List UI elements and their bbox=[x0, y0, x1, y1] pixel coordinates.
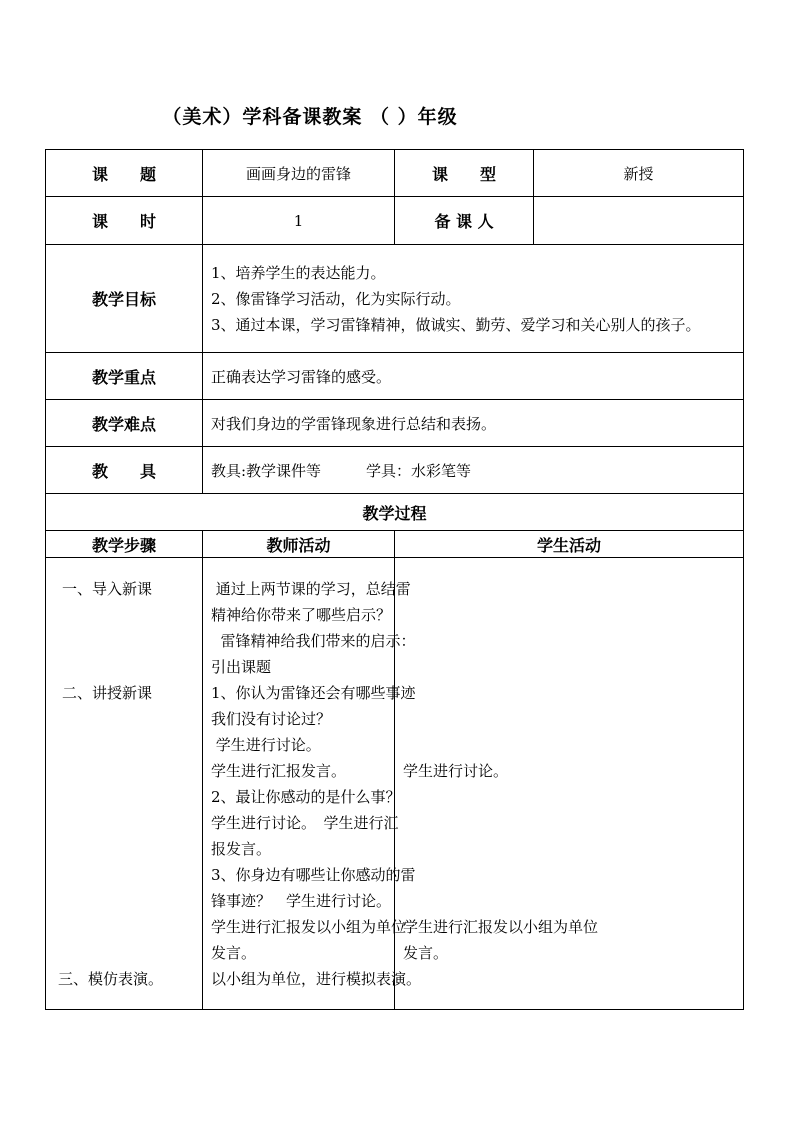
teacher-line: 雷锋精神给我们带来的启示： bbox=[211, 631, 416, 650]
row-process-content bbox=[46, 558, 744, 1010]
col-header-steps: 教学步骤 bbox=[46, 531, 203, 558]
page-title: （美术）学科备课教案 （ ）年级 bbox=[162, 106, 458, 128]
teacher-line: 2、最让你感动的是什么事？ bbox=[211, 787, 401, 806]
goal-item: 1、培养学生的表达能力。 bbox=[211, 263, 386, 282]
type-label: 课 型 bbox=[395, 150, 534, 197]
teacher-line: 学生进行汇报发言。 bbox=[211, 761, 347, 780]
step-item: 三、模仿表演。 bbox=[58, 969, 164, 988]
preparer-label: 备 课 人 bbox=[395, 197, 534, 245]
teacher-line: 学生进行汇报发以小组为单位 bbox=[211, 917, 407, 936]
row-topic bbox=[46, 150, 744, 197]
row-process-headers bbox=[46, 531, 744, 558]
goal-item: 3、通过本课，学习雷锋精神，做诚实、勤劳、爱学习和关心别人的孩子。 bbox=[211, 315, 701, 334]
teacher-line: 通过上两节课的学习，总结雷 bbox=[211, 579, 411, 598]
teacher-activity-cell bbox=[203, 558, 422, 1010]
key-point-label: 教学重点 bbox=[46, 353, 203, 400]
row-goals bbox=[46, 245, 744, 353]
row-tools bbox=[46, 447, 744, 494]
hours-value: 1 bbox=[203, 197, 395, 245]
tools-label: 教 具 bbox=[46, 447, 203, 494]
student-activity-cell bbox=[395, 558, 744, 1010]
student-line: 发言。 bbox=[403, 943, 449, 962]
steps-cell bbox=[46, 558, 203, 1010]
teacher-line: 精神给你带来了哪些启示？ bbox=[211, 605, 392, 624]
teacher-line: 学生进行讨论。 学生进行汇 bbox=[211, 813, 399, 832]
goals-list bbox=[203, 245, 744, 353]
row-key-point bbox=[46, 353, 744, 400]
row-hours bbox=[46, 197, 744, 245]
goal-item: 2、像雷锋学习活动，化为实际行动。 bbox=[211, 289, 461, 308]
teacher-line: 我们没有讨论过？ bbox=[211, 709, 332, 728]
type-value: 新授 bbox=[534, 150, 744, 197]
teacher-line: 以小组为单位，进行模拟表演。 bbox=[211, 969, 422, 988]
col-header-student: 学生活动 bbox=[395, 531, 744, 558]
key-point-value: 正确表达学习雷锋的感受。 bbox=[203, 353, 744, 400]
teacher-line: 发言。 bbox=[211, 943, 257, 962]
difficulty-label: 教学难点 bbox=[46, 400, 203, 447]
topic-label: 课 题 bbox=[46, 150, 203, 197]
teacher-line: 3、你身边有哪些让你感动的雷 bbox=[211, 865, 416, 884]
step-item: 二、讲授新课 bbox=[62, 683, 153, 702]
tools-value: 教具:教学课件等 学具：水彩笔等 bbox=[203, 447, 744, 494]
student-line: 学生进行汇报发以小组为单位 bbox=[403, 917, 599, 936]
row-process-title bbox=[46, 494, 744, 531]
teacher-line: 报发言。 bbox=[211, 839, 272, 858]
topic-value: 画画身边的雷锋 bbox=[203, 150, 395, 197]
preparer-value bbox=[534, 197, 744, 245]
student-line: 学生进行讨论。 bbox=[403, 761, 509, 780]
teacher-line: 锋事迹？ 学生进行讨论。 bbox=[211, 891, 392, 910]
teacher-line: 学生进行讨论。 bbox=[211, 735, 321, 754]
col-header-teacher: 教师活动 bbox=[203, 531, 395, 558]
row-difficulty bbox=[46, 400, 744, 447]
hours-label: 课 时 bbox=[46, 197, 203, 245]
step-item: 一、导入新课 bbox=[62, 579, 153, 598]
goals-label: 教学目标 bbox=[46, 245, 203, 353]
lesson-plan-table bbox=[45, 149, 744, 1010]
difficulty-value: 对我们身边的学雷锋现象进行总结和表扬。 bbox=[203, 400, 744, 447]
teacher-line: 引出课题 bbox=[211, 657, 272, 676]
process-title: 教学过程 bbox=[46, 494, 744, 531]
teacher-line: 1、你认为雷锋还会有哪些事迹 bbox=[211, 683, 416, 702]
